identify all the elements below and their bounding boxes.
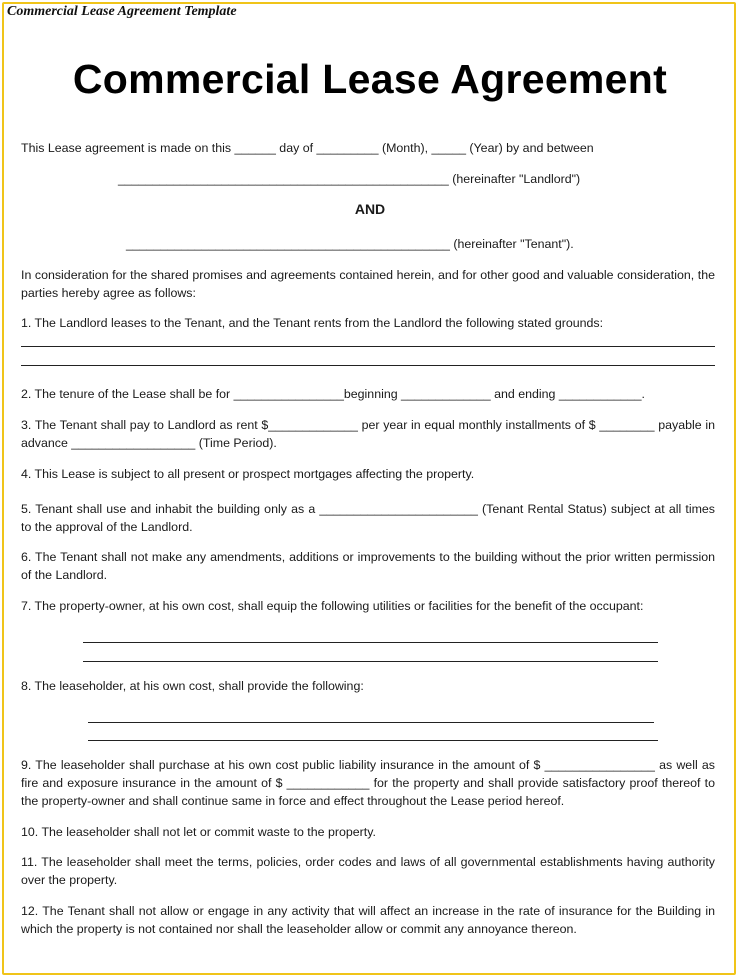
consideration-paragraph: In consideration for the shared promises and agreements contained herein, and for other good and valuable consideration, the parties hereby agree as follows:	[21, 268, 715, 300]
clause-2: 2. The tenure of the Lease shall be for ________________beginning _____________ and ending ____________.	[21, 387, 645, 401]
clause-3: 3. The Tenant shall pay to Landlord as rent $_____________ per year in equal monthly installments of $ ________ payable in advance __________________ (Time Period).	[21, 418, 715, 450]
clause-10: 10. The leaseholder shall not let or commit waste to the property.	[21, 825, 376, 839]
and-divider: AND	[354, 201, 386, 217]
document-title: Commercial Lease Agreement	[72, 56, 668, 102]
intro-paragraph: This Lease agreement is made on this ______ day of _________ (Month), _____ (Year) by and between	[21, 141, 594, 155]
blank-line	[83, 661, 658, 662]
blank-line	[88, 722, 654, 723]
blank-line	[88, 740, 658, 741]
clause-7: 7. The property-owner, at his own cost, shall equip the following utilities or facilities for the benefit of the occupant:	[21, 599, 644, 613]
clause-8: 8. The leaseholder, at his own cost, shall provide the following:	[21, 679, 364, 693]
clause-11: 11. The leaseholder shall meet the terms, policies, order codes and laws of all governmental establishments having authority over the property.	[21, 855, 715, 887]
tenant-line: _______________________________________________ (hereinafter "Tenant").	[126, 237, 574, 251]
clause-1: 1. The Landlord leases to the Tenant, and the Tenant rents from the Landlord the following stated grounds:	[21, 316, 604, 330]
clause-9: 9. The leaseholder shall purchase at his own cost public liability insurance in the amount of $ ________________ as well as fire and exposure insurance in the amount of $ ____________ for the property and shall provide satisfactory proof thereof to the property-owner and shall continue same in force and effect throughout the Lease period hereof.	[21, 758, 715, 808]
blank-line	[21, 365, 715, 366]
clause-4: 4. This Lease is subject to all present or prospect mortgages affecting the property.	[21, 467, 475, 481]
clause-5: 5. Tenant shall use and inhabit the building only as a _______________________ (Tenant Rental Status) subject at all times to the approval of the Landlord.	[21, 502, 715, 534]
clause-12: 12. The Tenant shall not allow or engage in any activity that will affect an increase in the rate of insurance for the Building in which the property is not contained nor shall the leaseholder allow or commit any annoyance thereon.	[21, 904, 715, 936]
document-caption: Commercial Lease Agreement Template	[7, 4, 237, 19]
blank-line	[83, 642, 658, 643]
blank-line	[21, 346, 715, 347]
clause-6: 6. The Tenant shall not make any amendments, additions or improvements to the building without the prior written permission of the Landlord.	[21, 550, 715, 582]
landlord-line: ________________________________________________ (hereinafter "Landlord")	[118, 172, 581, 186]
